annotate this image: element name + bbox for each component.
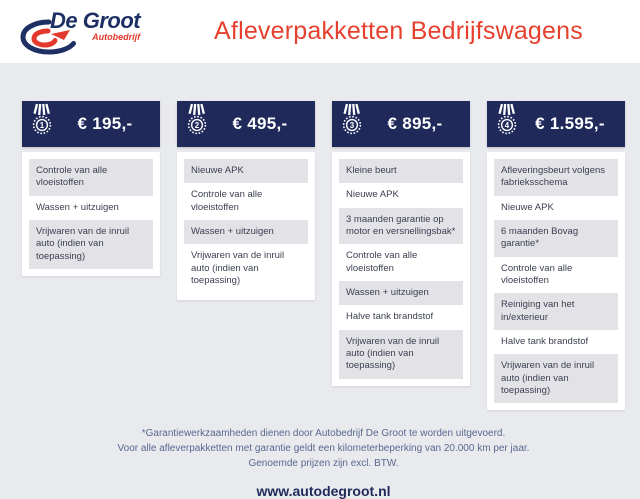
footnote-line: Voor alle afleverpakketten met garantie geldt een kilometerbeperking van 20.000 km per jaar. <box>117 443 530 455</box>
package-item: Nieuwe APK <box>339 183 463 207</box>
package-column <box>177 101 315 410</box>
package-item: Vrijwaren van de inruil auto (indien van toepassing) <box>29 220 153 269</box>
package-price: € 195,- <box>77 114 133 133</box>
package-item: Halve tank brandstof <box>339 305 463 329</box>
header <box>0 0 640 63</box>
package-column <box>332 101 470 410</box>
package-item: Controle van alle vloeistoffen <box>339 244 463 281</box>
website-link[interactable]: www.autodegroot.nl <box>256 483 391 499</box>
package-header <box>177 101 315 147</box>
svg-text:3: 3 <box>349 120 355 130</box>
package-price: € 895,- <box>387 114 443 133</box>
package-item: Wassen + uitzuigen <box>184 220 308 244</box>
medal-rank-icon <box>340 105 364 142</box>
main-area <box>0 63 640 499</box>
page-title: Afleverpakketten Bedrijfswagens <box>214 17 583 45</box>
packages-row <box>22 101 625 410</box>
package-item: Wassen + uitzuigen <box>29 196 153 220</box>
package-item: Controle van alle vloeistoffen <box>184 183 308 220</box>
package-item: Halve tank brandstof <box>494 330 618 354</box>
package-item: Nieuwe APK <box>184 159 308 183</box>
svg-text:1: 1 <box>39 120 45 130</box>
package-column <box>22 101 160 410</box>
package-item: Vrijwaren van de inruil auto (indien van toepassing) <box>339 330 463 379</box>
package-item: Vrijwaren van de inruil auto (indien van toepassing) <box>494 354 618 403</box>
medal-rank-icon <box>495 105 519 142</box>
svg-text:4: 4 <box>504 120 510 130</box>
package-item: 6 maanden Bovag garantie* <box>494 220 618 257</box>
package-item: Controle van alle vloeistoffen <box>494 257 618 294</box>
logo-name: De Groot <box>50 8 141 33</box>
package-column <box>487 101 625 410</box>
package-item: Vrijwaren van de inruil auto (indien van toepassing) <box>184 244 308 293</box>
package-header <box>332 101 470 147</box>
package-item-list <box>332 152 470 386</box>
package-item: 3 maanden garantie op motor en versnellingsbak* <box>339 208 463 245</box>
footnotes <box>22 426 625 471</box>
package-item: Wassen + uitzuigen <box>339 281 463 305</box>
medal-rank-icon <box>185 105 209 142</box>
logo-subtitle: Autobedrijf <box>92 32 141 42</box>
package-header <box>22 101 160 147</box>
footnote-line: Genoemde prijzen zijn excl. BTW. <box>248 458 399 470</box>
package-item: Controle van alle vloeistoffen <box>29 159 153 196</box>
package-item: Nieuwe APK <box>494 196 618 220</box>
logo-text <box>50 8 140 42</box>
svg-text:2: 2 <box>194 120 200 130</box>
package-item-list <box>177 152 315 300</box>
package-item-list <box>22 152 160 276</box>
package-price: € 495,- <box>232 114 288 133</box>
package-item-list <box>487 152 625 410</box>
package-item: Kleine beurt <box>339 159 463 183</box>
company-logo <box>18 0 183 63</box>
package-item: Reiniging van het in/exterieur <box>494 293 618 330</box>
medal-rank-icon <box>30 105 54 142</box>
package-header <box>487 101 625 147</box>
package-item: Afleveringsbeurt volgens fabrieksschema <box>494 159 618 196</box>
package-price: € 1.595,- <box>535 114 605 133</box>
footnote-line: *Garantiewerkzaamheden dienen door Autobedrijf De Groot te worden uitgevoerd. <box>141 428 506 440</box>
